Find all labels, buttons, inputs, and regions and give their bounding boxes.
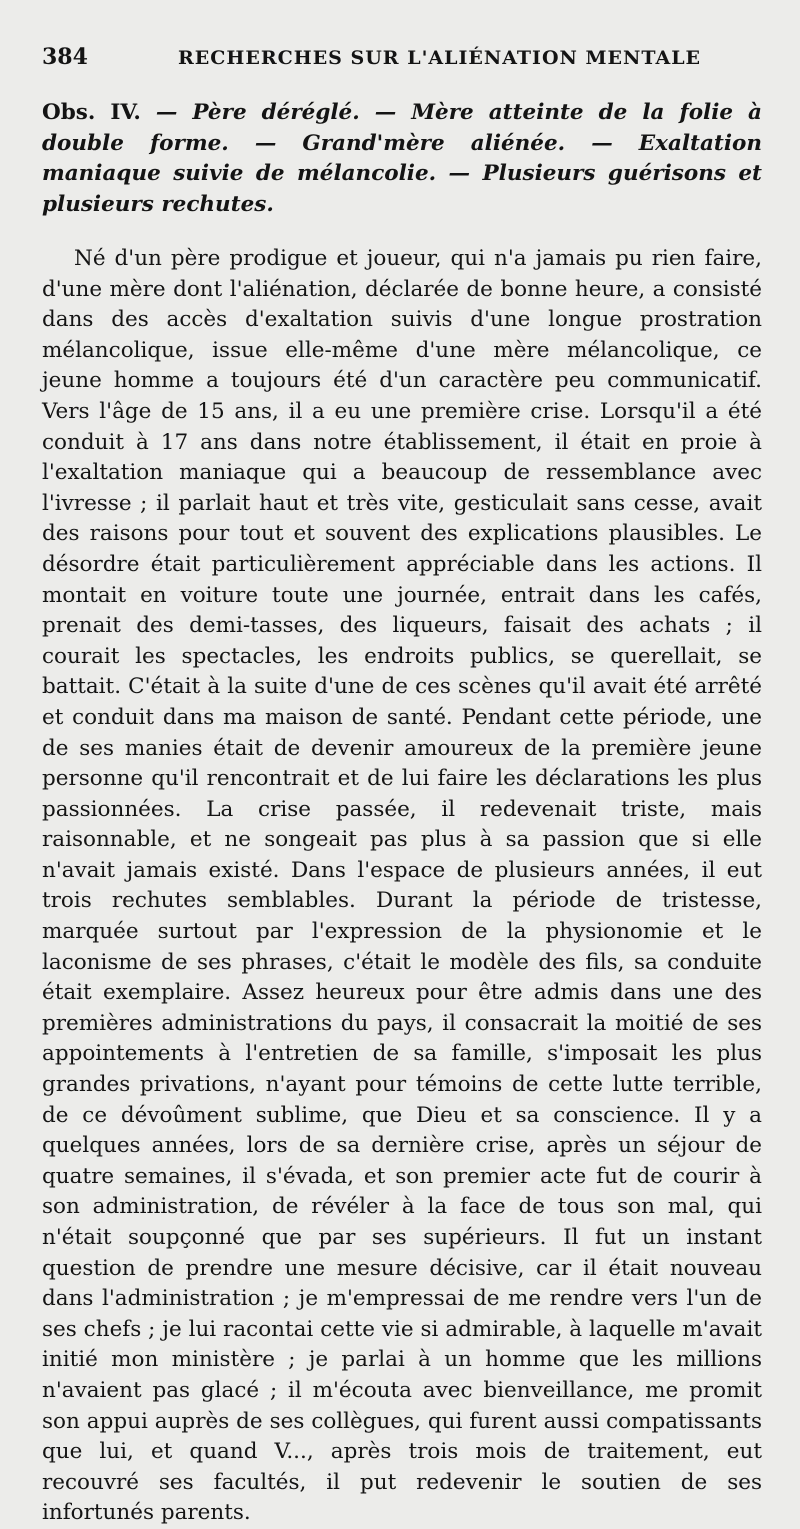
page-number: 384	[42, 44, 88, 70]
page-header	[42, 44, 762, 80]
observation-heading	[42, 98, 762, 220]
running-title: RECHERCHES SUR L'ALIÉNATION MENTALE	[178, 47, 702, 69]
body-paragraph: Né d'un père prodigue et joueur, qui n'a jamais pu rien faire, d'une mère dont l'aliénation, déclarée de bonne heure, a consisté dans des accès d'exaltation suivis d'une longue prostration mélancolique, issue elle-même d'une mère mélancolique, ce jeune homme a toujours été d'un caractère peu communicatif. Vers l'âge de 15 ans, il a eu une première crise. Lorsqu'il a été conduit à 17 ans dans notre établissement, il était en proie à l'exaltation maniaque qui a beaucoup de ressemblance avec l'ivresse ; il parlait haut et très vite, gesticulait sans cesse, avait des raisons pour tout et souvent des explications plausibles. Le désordre était particulièrement appréciable dans les actions. Il montait en voiture toute une journée, entrait dans les cafés, prenait des demi-tasses, des liqueurs, faisait des achats ; il courait les spectacles, les endroits publics, se querellait, se battait. C'était à la suite d'une de ces scènes qu'il avait été arrêté et conduit dans ma maison de santé. Pendant cette période, une de ses manies était de devenir amoureux de la première jeune personne qu'il rencontrait et de lui faire les déclarations les plus passionnées. La crise passée, il redevenait triste, mais raisonnable, et ne songeait pas plus à sa passion que si elle n'avait jamais existé. Dans l'espace de plusieurs années, il eut trois rechutes semblables. Durant la période de tristesse, marquée surtout par l'expression de la physionomie et le laconisme de ses phrases, c'était le modèle des fils, sa conduite était exemplaire. Assez heureux pour être admis dans une des premières administrations du pays, il consacrait la moitié de ses appointements à l'entretien de sa famille, s'imposait les plus grandes privations, n'ayant pour témoins de cette lutte terrible, de ce dévoûment sublime, que Dieu et sa conscience. Il y a quelques années, lors de sa dernière crise, après un séjour de quatre semaines, il s'évada, et son premier acte fut de courir à son administration, de révéler à la face de tous son mal, qui n'était soupçonné que par ses supérieurs. Il fut un instant question de prendre une mesure décisive, car il était nouveau dans l'administration ; je m'empressai de me rendre vers l'un de ses chefs ; je lui racontai cette vie si admirable, à laquelle m'avait initié mon ministère ; je parlai à un homme que les millions n'avaient pas glacé ; il m'écouta avec bienveillance, me promit son appui auprès de ses collègues, qui furent aussi compatissants que lui, et quand V..., après trois mois de traitement, eut recouvré ses facultés, il put redevenir le soutien de ses infortunés parents.	[42, 246, 762, 1526]
observation-label: Obs. IV.	[42, 100, 141, 125]
observation-title: — Père déréglé. — Mère atteinte de la folie à double forme. — Grand'mère aliénée. — Exaltation maniaque suivie de mélancolie. — Plusieurs guérisons et plusieurs rechutes.	[42, 100, 762, 217]
